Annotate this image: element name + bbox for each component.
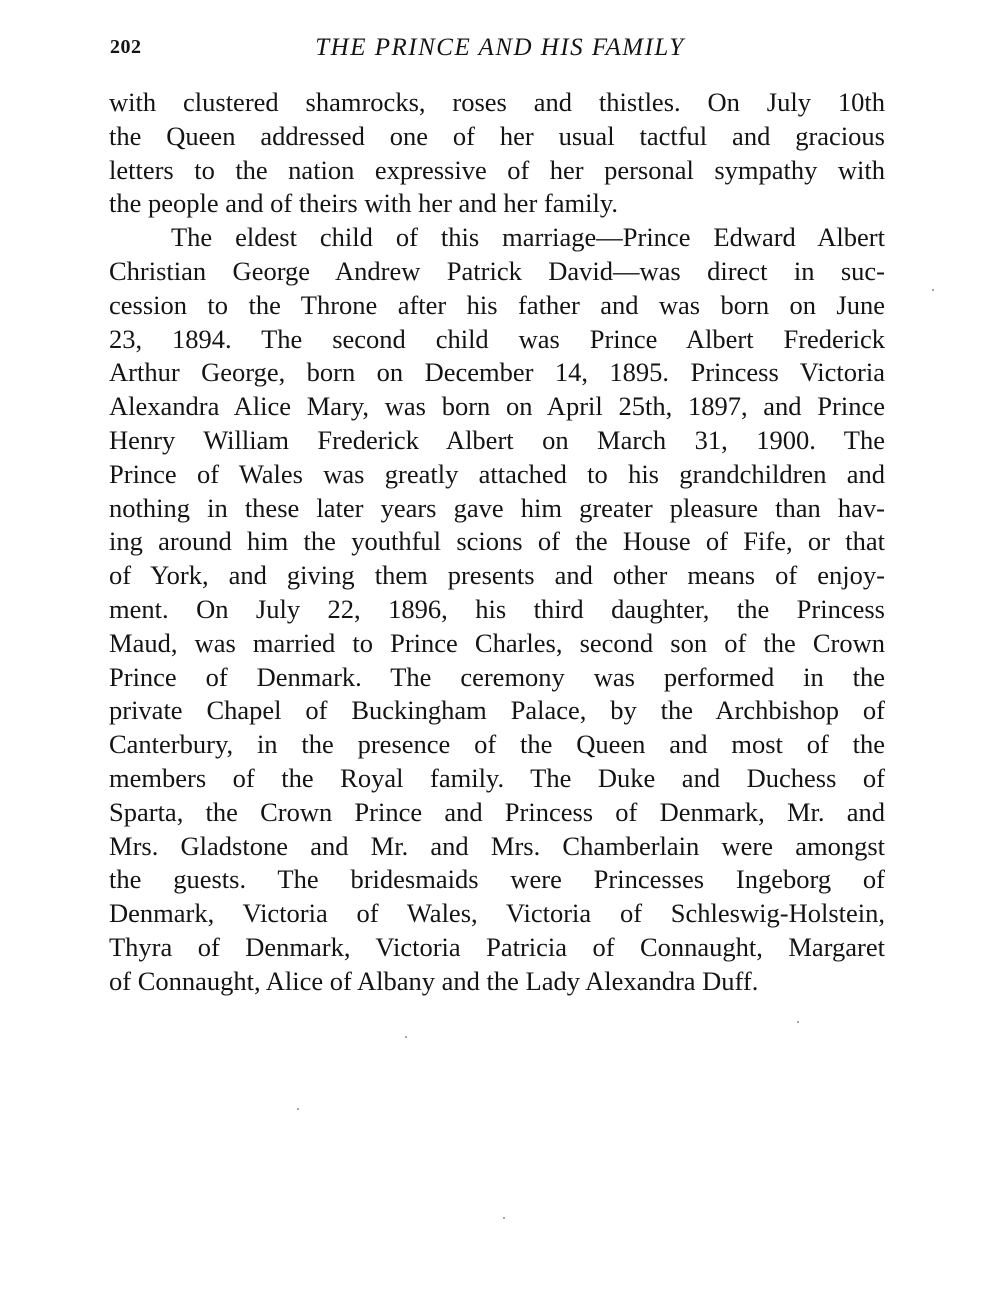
text-line: the guests. The bridesmaids were Princesses Ingeborg of — [109, 864, 885, 895]
scan-speck — [932, 289, 934, 291]
text-line: Arthur George, born on December 14, 1895. Princess Victoria — [109, 357, 885, 388]
text-line: Henry William Frederick Albert on March 31, 1900. The — [109, 424, 885, 455]
text-line: Sparta, the Crown Prince and Princess of Denmark, Mr. and — [109, 796, 885, 827]
text-line: ing around him the youthful scions of the House of Fife, or that — [109, 526, 885, 557]
scan-speck — [503, 1217, 505, 1219]
scan-speck — [797, 1021, 799, 1023]
scan-speck — [297, 1108, 299, 1110]
text-line: Canterbury, in the presence of the Queen and most of the — [109, 729, 885, 760]
paragraph-first-line: The eldest child of this marriage—Prince Edward Albert — [171, 222, 885, 253]
page-number: 202 — [110, 36, 142, 58]
text-line: Maud, was married to Prince Charles, second son of the Crown — [109, 627, 885, 658]
paragraph-last-line: of Connaught, Alice of Albany and the Lady Alexandra Duff. — [109, 965, 759, 996]
text-line: Denmark, Victoria of Wales, Victoria of Schleswig-Holstein, — [109, 898, 885, 929]
scan-speck — [405, 1036, 407, 1038]
body-text — [109, 86, 885, 999]
text-line: ment. On July 22, 1896, his third daughter, the Princess — [109, 593, 885, 624]
text-line: of York, and giving them presents and other means of enjoy- — [109, 560, 885, 591]
text-line: with clustered shamrocks, roses and thistles. On July 10th — [109, 87, 885, 117]
text-line: Christian George Andrew Patrick David—was direct in suc- — [109, 255, 885, 286]
text-line: Mrs. Gladstone and Mr. and Mrs. Chamberlain were amongst — [109, 830, 885, 861]
text-line: Thyra of Denmark, Victoria Patricia of Connaught, Margaret — [109, 931, 885, 962]
text-line: Prince of Denmark. The ceremony was performed in the — [109, 661, 885, 692]
text-line: 23, 1894. The second child was Prince Albert Frederick — [109, 323, 885, 354]
running-title: THE PRINCE AND HIS FAMILY — [315, 34, 685, 61]
text-line: private Chapel of Buckingham Palace, by the Archbishop of — [109, 695, 885, 726]
text-line: the Queen addressed one of her usual tactful and gracious — [109, 120, 885, 151]
text-line: members of the Royal family. The Duke and Duchess of — [109, 762, 885, 793]
running-header — [110, 34, 890, 64]
text-line: cession to the Throne after his father and was born on June — [109, 289, 885, 320]
text-line: Prince of Wales was greatly attached to his grandchildren and — [109, 458, 885, 489]
text-line: nothing in these later years gave him greater pleasure than hav- — [109, 492, 885, 523]
text-line: letters to the nation expressive of her personal sympathy with — [109, 154, 885, 185]
text-line: the people and of theirs with her and her family. — [109, 188, 618, 219]
text-line: Alexandra Alice Mary, was born on April 25th, 1897, and Prince — [109, 391, 885, 422]
